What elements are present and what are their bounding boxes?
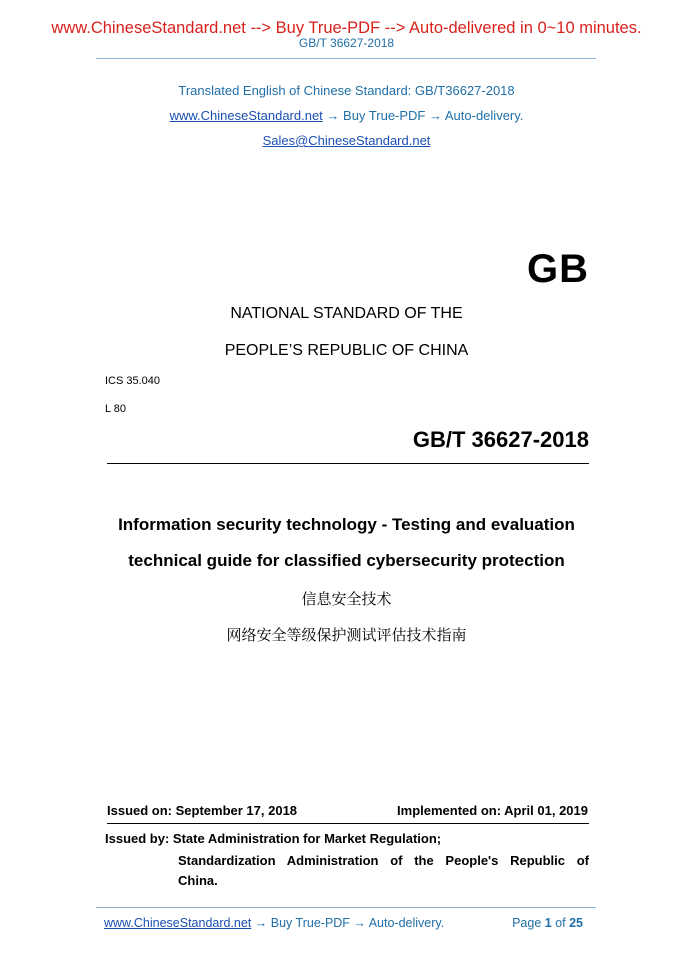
- ccs-code: L 80: [105, 403, 127, 415]
- translation-line: Translated English of Chinese Standard: GB/T36627-2018: [178, 83, 515, 98]
- title-cn-line2: 网络安全等级保护测试评估技术指南: [226, 626, 467, 644]
- page-label: Page: [512, 916, 545, 930]
- page-number: 1: [544, 916, 552, 930]
- footer-rule: [96, 907, 596, 908]
- standard-number: GB/T 36627-2018: [412, 427, 589, 452]
- national-standard-line1: NATIONAL STANDARD OF THE: [230, 305, 463, 322]
- page-total: 25: [569, 916, 583, 930]
- header-rule: [96, 58, 596, 59]
- title-en-line1: Information security technology - Testing and evaluation: [118, 515, 575, 534]
- issued-by-line1: Issued by: State Administration for Market Regulation;: [105, 831, 442, 846]
- ics-code: ICS 35.040: [105, 375, 161, 387]
- of-label: of: [551, 916, 570, 930]
- sales-email-link[interactable]: Sales@ChineseStandard.net: [262, 133, 431, 148]
- header-code: GB/T 36627-2018: [298, 36, 395, 50]
- title-cn-line1: 信息安全技术: [301, 590, 392, 608]
- top-banner[interactable]: www.ChineseStandard.net --> Buy True-PDF --> Auto-delivered in 0~10 minutes.: [51, 19, 642, 37]
- title-en-line2: technical guide for classified cybersecurity protection: [128, 551, 565, 570]
- sales-email-row: [0, 133, 693, 148]
- footer-chinesestandard-link[interactable]: www.ChineseStandard.net: [104, 916, 252, 930]
- chinesestandard-link[interactable]: www.ChineseStandard.net: [169, 108, 323, 123]
- translation-links: [0, 108, 693, 123]
- gb-logo: GB: [527, 247, 589, 291]
- page-indicator: [512, 916, 583, 930]
- national-standard-line2: PEOPLE’S REPUBLIC OF CHINA: [224, 342, 469, 359]
- standard-number-rule: [107, 463, 589, 464]
- issued-by-line3: China.: [178, 873, 218, 888]
- footer-buy-text: → Buy True-PDF → Auto-delivery.: [251, 916, 445, 930]
- footer-links: [104, 916, 444, 930]
- issued-by-line2: Standardization Administration of the People's Republic of: [178, 853, 589, 868]
- buy-delivery-text: → Buy True-PDF → Auto-delivery.: [322, 108, 524, 123]
- issued-on-date: Issued on: September 17, 2018: [107, 803, 298, 818]
- implemented-on-date: Implemented on: April 01, 2019: [397, 803, 588, 818]
- dates-rule: [107, 823, 589, 824]
